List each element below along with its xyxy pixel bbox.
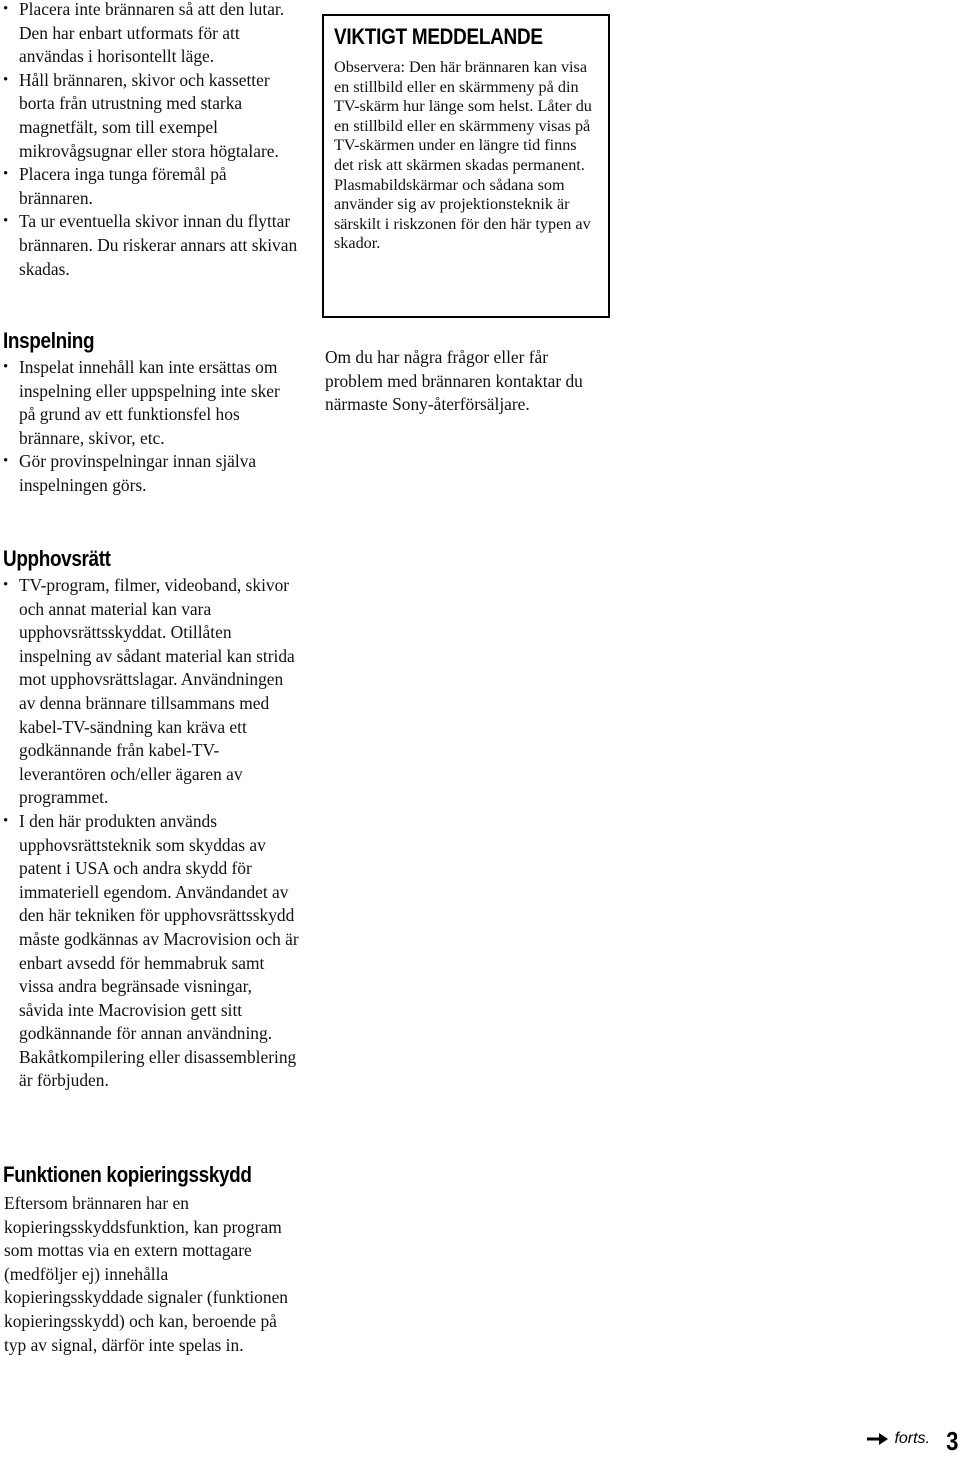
section-heading-inspelning: Inspelning bbox=[3, 328, 95, 353]
notice-text: Observera: Den här brännaren kan visa en stillbild eller en skärmmeny på din TV-skärm hur länge som helst. Låter du en stillbild eller en skärmmeny visas på TV-skärmen under en längre tid finns det risk att skärmen skadas permanent. Plasmabildskärmar och sådana som använder sig av projektionsteknik är särskilt i riskzonen för den här typen av skador. bbox=[334, 58, 592, 253]
bullet-icon: • bbox=[3, 213, 9, 230]
list-item-text: Ta ur eventuella skivor innan du flyttar brännaren. Du riskerar annars att skivan skadas. bbox=[19, 211, 298, 279]
list-item-text: TV-program, filmer, videoband, skivor och annat material kan vara upphovsrättsskyddat. Otillåten inspelning av sådant material kan strida mot upphovsrättslagar. Användningen av denna brännare tillsammans med kabel-TV-sändning kan kräva ett godkännande från kabel-TV-leverantören och/eller ägaren av programmet. bbox=[19, 575, 295, 808]
contact-paragraph: Om du har några frågor eller får problem med brännaren kontaktar du närmaste Sony-återförsäljare. bbox=[325, 347, 583, 415]
list-item-text: Placera inte brännaren så att den lutar. Den har enbart utformats för att användas i horisontellt läge. bbox=[19, 0, 285, 67]
list-item bbox=[0, 0, 300, 69]
section-heading-upphovsratt: Upphovsrätt bbox=[3, 546, 111, 571]
bullet-icon: • bbox=[3, 1, 9, 17]
inspelning-bullet-list bbox=[0, 356, 300, 498]
bullet-icon: • bbox=[3, 577, 9, 593]
continued-indicator bbox=[866, 1430, 930, 1448]
important-notice-box bbox=[322, 14, 610, 318]
arrow-right-icon bbox=[866, 1431, 890, 1447]
bullet-icon: • bbox=[3, 812, 9, 829]
list-item bbox=[0, 356, 300, 450]
list-item bbox=[0, 574, 300, 810]
list-item bbox=[0, 810, 300, 1093]
list-item-text: Inspelat innehåll kan inte ersättas om inspelning eller uppspelning inte sker på grund av ett funktionsfel hos brännare, skivor, etc. bbox=[19, 357, 280, 448]
section-heading-kopieringsskydd: Funktionen kopieringsskydd bbox=[3, 1162, 252, 1187]
list-item-text: Gör provinspelningar innan själva inspelningen görs. bbox=[19, 451, 257, 495]
continued-label: forts. bbox=[894, 1430, 930, 1447]
page-number: 3 bbox=[945, 1426, 958, 1456]
list-item bbox=[0, 210, 300, 281]
list-item-text: I den här produkten används upphovsrättsteknik som skyddas av patent i USA och andra skydd för immateriell egendom. Användandet av den här tekniken för upphovsrättsskydd måste godkännas av Macrovision och är enbart avsedd för hemmabruk samt vissa andra begränsade visningar, såvida inte Macrovision gett sitt godkännande för annan användning. Bakåtkompilering eller disassemblering är förbjuden. bbox=[19, 810, 299, 1091]
kopieringsskydd-paragraph: Eftersom brännaren har en kopieringsskyddsfunktion, kan program som mottas via en extern mottagare (medföljer ej) innehålla kopieringsskyddade signaler (funktionen kopieringsskydd) och kan, beroende på typ av signal, därför inte spelas in. bbox=[4, 1193, 288, 1355]
bullet-icon: • bbox=[3, 359, 9, 375]
notice-title: VIKTIGT MEDDELANDE bbox=[334, 24, 543, 49]
bullet-icon: • bbox=[3, 166, 9, 183]
list-item bbox=[0, 69, 300, 163]
bullet-icon: • bbox=[3, 71, 9, 88]
list-item bbox=[0, 163, 300, 210]
bullet-icon: • bbox=[3, 453, 9, 470]
list-item-text: Placera inga tunga föremål på brännaren. bbox=[19, 164, 227, 208]
list-item-text: Håll brännaren, skivor och kassetter borta från utrustning med starka magnetfält, som till exempel mikrovågsugnar eller stora högtalare. bbox=[19, 69, 279, 161]
list-item bbox=[0, 450, 300, 497]
top-bullet-list bbox=[0, 0, 300, 281]
upphovsratt-bullet-list bbox=[0, 574, 300, 1093]
